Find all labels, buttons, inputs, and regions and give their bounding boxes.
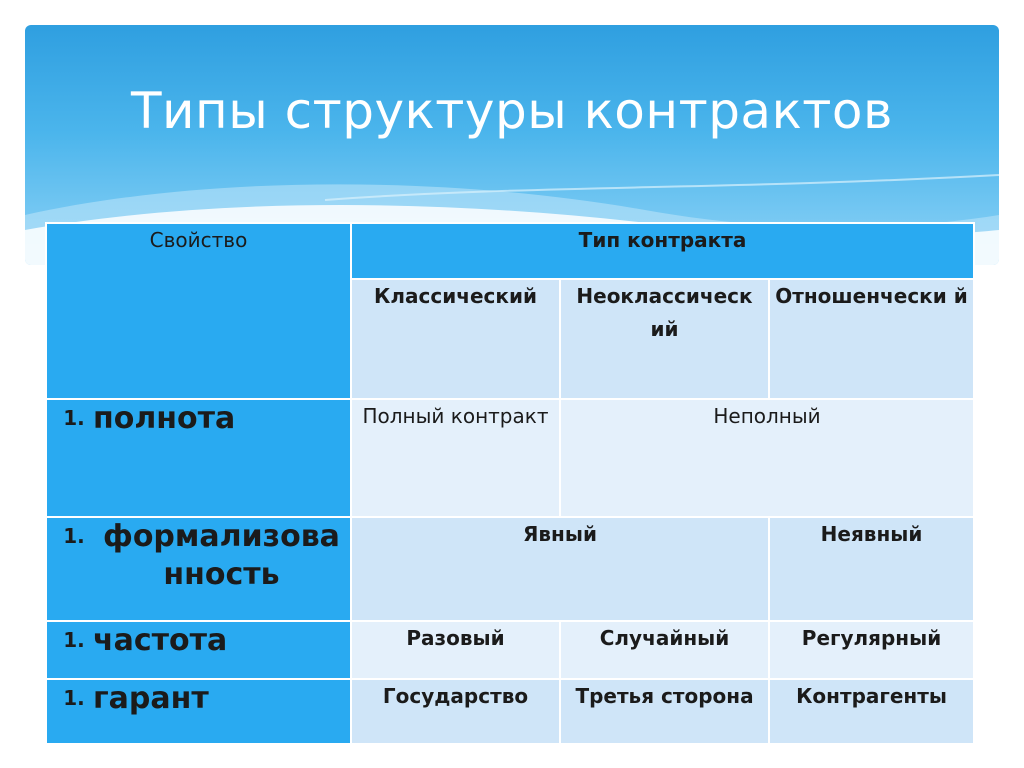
row-label-frequency	[46, 621, 351, 679]
row-number: 1.	[63, 686, 85, 710]
cell-value: Контрагенты	[796, 684, 947, 708]
row-label-formalization	[46, 517, 351, 621]
cell-value: Случайный	[599, 626, 730, 650]
row-label: формализова нность	[103, 519, 340, 592]
table-cell	[351, 399, 560, 517]
contract-types-table	[45, 222, 975, 745]
table-cell	[351, 679, 560, 744]
cell-value: Государство	[382, 684, 529, 708]
table-cell	[351, 517, 769, 621]
table-cell	[351, 621, 560, 679]
column-label: Неоклассическ ий	[576, 284, 753, 341]
table-cell	[769, 679, 974, 744]
row-label-guarantor	[46, 679, 351, 744]
contract-type-header-cell	[351, 223, 974, 279]
cell-value: Третья сторона	[575, 684, 754, 708]
column-neoclassical	[560, 279, 769, 399]
property-header: Свойство	[149, 228, 248, 252]
row-label-completeness	[46, 399, 351, 517]
table-cell	[769, 517, 974, 621]
cell-value: Регулярный	[801, 626, 942, 650]
property-header-cell	[46, 223, 351, 399]
cell-value: Неполный	[713, 404, 821, 428]
row-label: гарант	[93, 681, 209, 716]
cell-value: Неявный	[820, 522, 923, 546]
page-title: Типы структуры контрактов	[131, 82, 893, 140]
table-cell	[560, 621, 769, 679]
row-number: 1.	[63, 406, 85, 430]
contract-type-header: Тип контракта	[578, 228, 747, 252]
cell-value: Полный контракт	[362, 404, 549, 428]
row-number: 1.	[63, 524, 85, 548]
table-cell	[560, 679, 769, 744]
column-label: Классический	[374, 284, 537, 308]
cell-value: Явный	[523, 522, 597, 546]
column-relational	[769, 279, 974, 399]
table-cell	[560, 399, 974, 517]
table-cell	[769, 621, 974, 679]
column-classical	[351, 279, 560, 399]
row-number: 1.	[63, 628, 85, 652]
cell-value: Разовый	[406, 626, 505, 650]
row-label: частота	[93, 623, 228, 658]
column-label: Отношенчески й	[775, 284, 968, 308]
row-label: полнота	[93, 401, 236, 436]
